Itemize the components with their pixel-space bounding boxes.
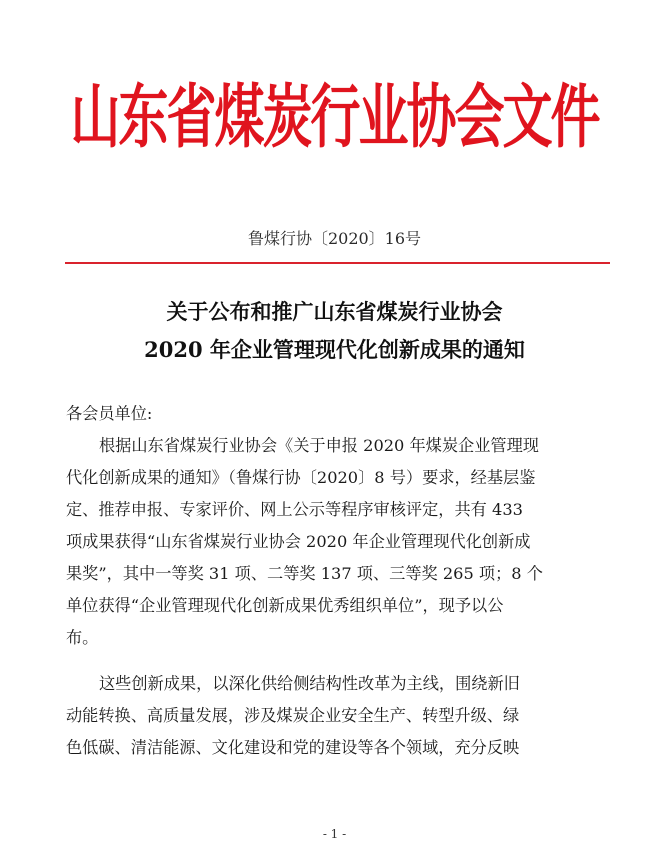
paragraph-line: 色低碳、清洁能源、文化建设和党的建设等各个领域，充分反映 (66, 738, 520, 757)
page-number: - 1 - (322, 827, 347, 841)
paragraph-line: 代化创新成果的通知》（鲁煤行协〔2020〕8 号）要求，经基层鉴 (66, 468, 536, 487)
paragraph-line: 根据山东省煤炭行业协会《关于申报 2020 年煤炭企业管理现 (99, 436, 539, 455)
document-body (66, 398, 606, 764)
document-header-title: 山东省煤炭行业协会文件 (70, 75, 599, 158)
paragraph-line: 单位获得“企业管理现代化创新成果优秀组织单位”，现予以公 (66, 596, 504, 615)
paragraph-line: 这些创新成果，以深化供给侧结构性改革为主线，围绕新旧 (99, 674, 520, 693)
document-number: 鲁煤行协〔2020〕16号 (247, 229, 422, 248)
notice-title-line-1: 关于公布和推广山东省煤炭行业协会 (166, 299, 503, 324)
paragraph-line: 动能转换、高质量发展，涉及煤炭企业安全生产、转型升级、绿 (66, 706, 520, 725)
paragraph-2 (66, 668, 606, 764)
red-divider-line (65, 262, 610, 264)
notice-title-line-2: 2020 年企业管理现代化创新成果的通知 (144, 337, 525, 362)
paragraph-line: 项成果获得“山东省煤炭行业协会 2020 年企业管理现代化创新成 (66, 532, 531, 551)
paragraph-1 (66, 430, 606, 654)
paragraph-line: 果奖”，其中一等奖 31 项、二等奖 137 项、三等奖 265 项；8 个 (66, 564, 543, 583)
paragraph-line: 定、推荐申报、专家评价、网上公示等程序审核评定，共有 433 (66, 500, 523, 519)
salutation: 各会员单位: (66, 404, 153, 423)
notice-title (0, 293, 669, 369)
paragraph-line: 布。 (66, 628, 99, 647)
